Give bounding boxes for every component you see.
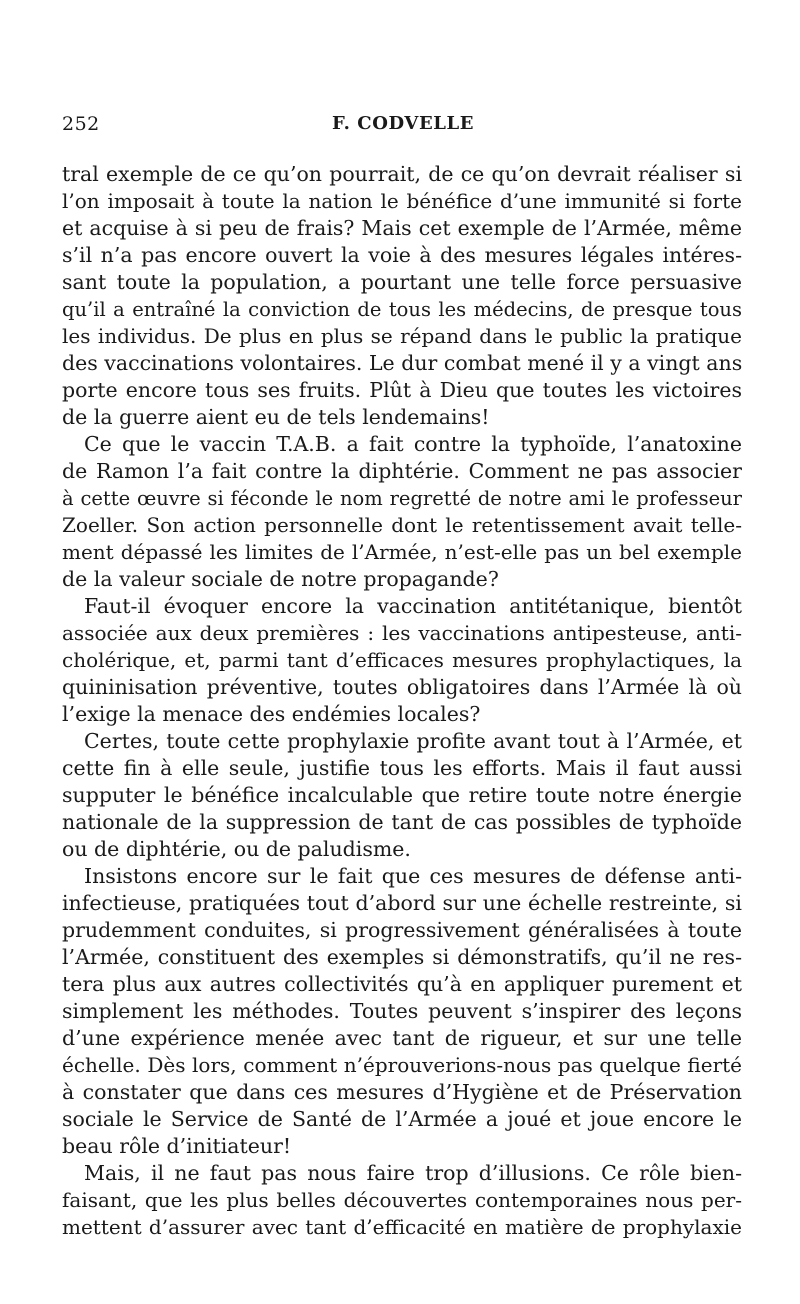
text-line: quininisation préventive, toutes obligatoires dans l’Armée là où xyxy=(62,675,742,699)
text-line: cholérique, et, parmi tant d’efficaces mesures prophylactiques, la xyxy=(62,648,742,672)
text-line: à constater que dans ces mesures d’Hygiène et de Préservation xyxy=(62,1080,742,1104)
text-line: Insistons encore sur le fait que ces mesures de défense anti- xyxy=(84,864,742,888)
text-line: sant toute la population, a pourtant une telle force persuasive xyxy=(62,270,742,294)
page-header xyxy=(62,113,742,143)
text-line: tera plus aux autres collectivités qu’à en appliquer purement et xyxy=(62,972,742,996)
text-line: des vaccinations volontaires. Le dur combat mené il y a vingt ans xyxy=(62,351,743,375)
text-line: s’il n’a pas encore ouvert la voie à des mesures légales intéres- xyxy=(62,243,742,267)
text-line: associée aux deux premières : les vaccinations antipesteuse, anti- xyxy=(62,621,742,645)
text-line: les individus. De plus en plus se répand dans le public la pratique xyxy=(62,324,742,348)
text-line: cette fin à elle seule, justifie tous les efforts. Mais il faut aussi xyxy=(62,756,742,780)
text-line: prudemment conduites, si progressivement généralisées à toute xyxy=(62,918,742,942)
text-line: simplement les méthodes. Toutes peuvent s’inspirer des leçons xyxy=(62,999,742,1023)
text-line: beau rôle d’initiateur! xyxy=(62,1134,292,1158)
text-line: nationale de la suppression de tant de cas possibles de typhoïde xyxy=(62,810,742,834)
text-line: mettent d’assurer avec tant d’efficacité en matière de prophylaxie xyxy=(62,1215,742,1239)
text-line: échelle. Dès lors, comment n’éprouverions-nous pas quelque fierté xyxy=(62,1053,742,1077)
text-line: faisant, que les plus belles découvertes contemporaines nous per- xyxy=(62,1188,742,1212)
text-line: porte encore tous ses fruits. Plût à Dieu que toutes les victoires xyxy=(62,378,742,402)
text-line: à cette œuvre si féconde le nom regretté de notre ami le professeur xyxy=(62,487,742,510)
text-line: de Ramon l’a fait contre la diphtérie. Comment ne pas associer xyxy=(62,459,742,483)
text-line: qu’il a entraîné la conviction de tous les médecins, de presque tous xyxy=(62,298,742,321)
text-line: Certes, toute cette prophylaxie profite avant tout à l’Armée, et xyxy=(84,729,742,753)
text-line: l’Armée, constituent des exemples si démonstratifs, qu’il ne res- xyxy=(62,945,742,969)
text-line: Faut-il évoquer encore la vaccination antitétanique, bientôt xyxy=(84,594,742,618)
text-line: l’exige la menace des endémies locales? xyxy=(62,702,481,726)
page-number: 252 xyxy=(62,113,100,135)
text-line: Zoeller. Son action personnelle dont le retentissement avait telle- xyxy=(62,513,742,537)
text-line: Mais, il ne faut pas nous faire trop d’illusions. Ce rôle bien- xyxy=(84,1161,742,1185)
text-line: de la valeur sociale de notre propagande? xyxy=(62,567,499,591)
text-line: ou de diphtérie, ou de paludisme. xyxy=(62,837,411,861)
text-line: et acquise à si peu de frais? Mais cet exemple de l’Armée, même xyxy=(62,216,742,240)
text-line: tral exemple de ce qu’on pourrait, de ce qu’on devrait réaliser si xyxy=(62,162,742,186)
text-line: de la guerre aient eu de tels lendemains! xyxy=(62,405,490,429)
text-line: supputer le bénéfice incalculable que retire toute notre énergie xyxy=(62,783,742,807)
text-line: ment dépassé les limites de l’Armée, n’est-elle pas un bel exemple xyxy=(62,540,742,564)
text-line: l’on imposait à toute la nation le bénéfice d’une immunité si forte xyxy=(62,189,742,213)
body-text xyxy=(62,161,742,1241)
text-line: Ce que le vaccin T.A.B. a fait contre la typhoïde, l’anatoxine xyxy=(84,432,742,456)
text-line: sociale le Service de Santé de l’Armée a joué et joue encore le xyxy=(62,1107,742,1131)
text-line: d’une expérience menée avec tant de rigueur, et sur une telle xyxy=(62,1026,742,1050)
running-head: F. CODVELLE xyxy=(332,113,475,134)
text-line: infectieuse, pratiquées tout d’abord sur une échelle restreinte, si xyxy=(62,891,742,915)
